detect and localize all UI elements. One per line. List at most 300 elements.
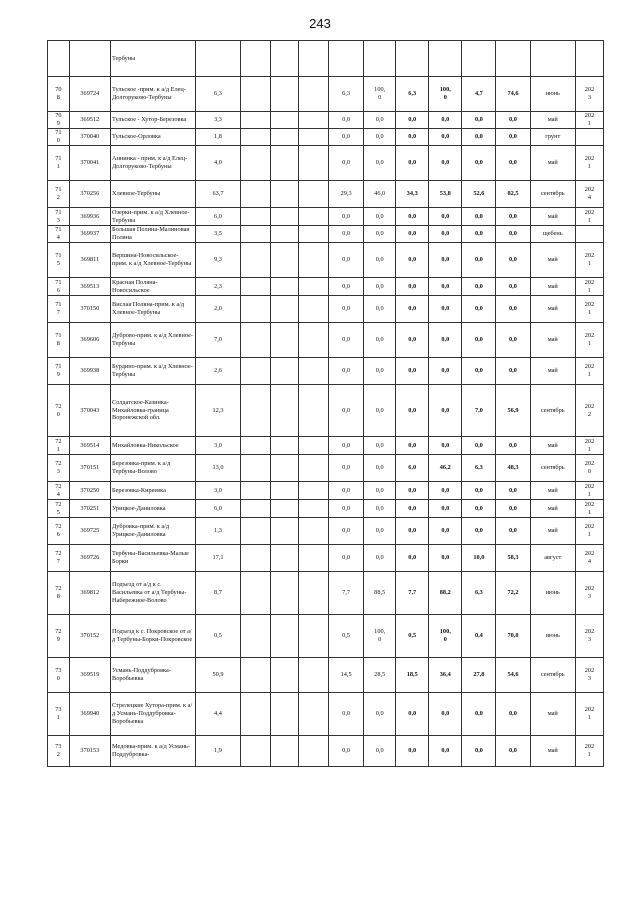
cell-col-9: 82,5 [496, 181, 530, 208]
cell-col-9: 0,0 [496, 482, 530, 500]
cell-col-4: 0,0 [329, 693, 364, 736]
cell-col-2 [271, 243, 299, 278]
cell-col-2 [271, 181, 299, 208]
cell-total-length: 6,3 [195, 77, 240, 112]
cell-row-number: 71 9 [48, 358, 70, 385]
table-row [48, 482, 604, 500]
cell-col-4: 0,0 [329, 455, 364, 482]
cell-month: сентябрь [530, 455, 575, 482]
cell-col-3 [299, 572, 329, 615]
cell-col-2 [271, 455, 299, 482]
cell-col-2 [271, 482, 299, 500]
cell-total-length: 1,9 [195, 736, 240, 767]
cell-road-id: 369514 [69, 437, 110, 455]
cell-col-7: 0,0 [429, 208, 462, 226]
cell-col-9: 58,3 [496, 545, 530, 572]
cell-col-6: 0,0 [396, 736, 429, 767]
cell-col-4: 0,0 [329, 226, 364, 243]
cell-total-length: 4,0 [195, 146, 240, 181]
cell-col-1 [241, 482, 271, 500]
cell-col-1 [241, 278, 271, 296]
cell-year: 202 1 [575, 736, 603, 767]
cell-col-2 [271, 112, 299, 129]
cell-col-6 [396, 41, 429, 77]
cell-road-name: Вершина-Новосильское-прим. к а/д Хлевное-Тербуны [111, 243, 196, 278]
cell-year: 202 1 [575, 296, 603, 323]
cell-row-number: 70 8 [48, 77, 70, 112]
cell-month: май [530, 437, 575, 455]
cell-road-id: 370152 [69, 615, 110, 658]
cell-road-name: Березовка-Киреевка [111, 482, 196, 500]
cell-col-5: 100, 0 [364, 615, 396, 658]
cell-road-name: Тульское -прим. к а/д Елец-Долгоруково-Тербуны [111, 77, 196, 112]
cell-month: май [530, 482, 575, 500]
cell-col-6: 18,5 [396, 658, 429, 693]
cell-col-3 [299, 146, 329, 181]
cell-col-4: 0,0 [329, 146, 364, 181]
cell-col-1 [241, 500, 271, 518]
cell-col-8: 0,0 [462, 146, 496, 181]
cell-col-9: 74,6 [496, 77, 530, 112]
cell-total-length: 50,9 [195, 658, 240, 693]
cell-row-number: 71 2 [48, 181, 70, 208]
cell-col-5: 0,0 [364, 437, 396, 455]
cell-col-7: 100, 0 [429, 77, 462, 112]
cell-col-4 [329, 41, 364, 77]
cell-col-2 [271, 146, 299, 181]
cell-road-name: Красная Поляна-Новосильское [111, 278, 196, 296]
cell-road-id: 370153 [69, 736, 110, 767]
cell-col-3 [299, 437, 329, 455]
cell-road-name: Усмань-Поддубровка-Воробьевка [111, 658, 196, 693]
cell-col-4: 0,0 [329, 500, 364, 518]
cell-col-9: 0,0 [496, 693, 530, 736]
cell-road-id: 370150 [69, 296, 110, 323]
cell-col-9: 56,9 [496, 385, 530, 437]
cell-col-7: 100, 0 [429, 615, 462, 658]
cell-col-6: 0,0 [396, 500, 429, 518]
cell-month: август [530, 545, 575, 572]
cell-total-length: 1,3 [195, 518, 240, 545]
cell-col-9: 0,0 [496, 243, 530, 278]
cell-col-1 [241, 358, 271, 385]
cell-col-8: 0,0 [462, 482, 496, 500]
cell-year: 202 1 [575, 437, 603, 455]
cell-total-length: 6,0 [195, 500, 240, 518]
cell-col-4: 0,0 [329, 545, 364, 572]
cell-row-number: 72 3 [48, 455, 70, 482]
cell-total-length: 3,5 [195, 226, 240, 243]
cell-col-8: 0,4 [462, 615, 496, 658]
cell-col-4: 14,5 [329, 658, 364, 693]
cell-month: сентябрь [530, 658, 575, 693]
cell-total-length: 3,0 [195, 482, 240, 500]
cell-col-7 [429, 41, 462, 77]
cell-col-3 [299, 693, 329, 736]
cell-row-number: 71 7 [48, 296, 70, 323]
cell-row-number: 72 0 [48, 385, 70, 437]
cell-col-7: 36,4 [429, 658, 462, 693]
cell-col-9: 54,6 [496, 658, 530, 693]
cell-col-4: 0,0 [329, 243, 364, 278]
cell-col-7: 53,8 [429, 181, 462, 208]
cell-col-8: 0,0 [462, 278, 496, 296]
cell-road-name: Подъезд от а/д к с. Васильевка от а/д Тербуны-Набережное-Волово [111, 572, 196, 615]
cell-col-6: 0,0 [396, 693, 429, 736]
cell-col-8: 0,0 [462, 208, 496, 226]
cell-month: май [530, 518, 575, 545]
cell-year: 202 2 [575, 385, 603, 437]
cell-col-2 [271, 572, 299, 615]
cell-row-number: 72 1 [48, 437, 70, 455]
cell-col-7: 0,0 [429, 226, 462, 243]
cell-col-7: 0,0 [429, 112, 462, 129]
cell-col-5: 0,0 [364, 500, 396, 518]
cell-road-name: Тербуны [111, 41, 196, 77]
cell-total-length: 2,6 [195, 358, 240, 385]
cell-road-id: 369938 [69, 358, 110, 385]
cell-col-6: 0,0 [396, 208, 429, 226]
cell-month: щебень [530, 226, 575, 243]
cell-col-2 [271, 518, 299, 545]
cell-month [530, 41, 575, 77]
cell-col-4: 0,0 [329, 129, 364, 146]
cell-month: июнь [530, 615, 575, 658]
cell-col-6: 7,7 [396, 572, 429, 615]
cell-road-name: Березовка-прим. к а/д Тербуны-Волово [111, 455, 196, 482]
cell-col-3 [299, 77, 329, 112]
table-row [48, 500, 604, 518]
cell-total-length [195, 41, 240, 77]
cell-col-9: 0,0 [496, 296, 530, 323]
cell-col-6: 0,0 [396, 129, 429, 146]
cell-col-7: 0,0 [429, 358, 462, 385]
cell-col-6: 0,0 [396, 518, 429, 545]
cell-col-9: 70,0 [496, 615, 530, 658]
table-row [48, 129, 604, 146]
cell-col-5: 0,0 [364, 358, 396, 385]
cell-road-id: 370041 [69, 146, 110, 181]
cell-road-id: 369811 [69, 243, 110, 278]
cell-col-2 [271, 41, 299, 77]
cell-col-4: 0,0 [329, 482, 364, 500]
cell-total-length: 1,8 [195, 129, 240, 146]
cell-road-id: 369812 [69, 572, 110, 615]
cell-road-name: Тульское-Орловка [111, 129, 196, 146]
cell-col-7: 0,0 [429, 323, 462, 358]
cell-col-5: 100, 0 [364, 77, 396, 112]
cell-col-4: 0,0 [329, 736, 364, 767]
cell-road-name: Подъезд к с. Покровское от а/д Тербуны-Борки-Покровское [111, 615, 196, 658]
cell-col-8: 0,0 [462, 243, 496, 278]
cell-col-9: 0,0 [496, 323, 530, 358]
cell-year: 202 0 [575, 455, 603, 482]
cell-col-3 [299, 323, 329, 358]
cell-road-id: 370250 [69, 482, 110, 500]
cell-row-number: 72 8 [48, 572, 70, 615]
cell-col-6: 0,0 [396, 296, 429, 323]
cell-col-5: 88,5 [364, 572, 396, 615]
table-row [48, 208, 604, 226]
cell-road-id: 370256 [69, 181, 110, 208]
cell-road-id: 369726 [69, 545, 110, 572]
cell-col-4: 6,3 [329, 77, 364, 112]
cell-road-id: 369512 [69, 112, 110, 129]
cell-col-6: 6,3 [396, 77, 429, 112]
table-row [48, 323, 604, 358]
cell-col-3 [299, 243, 329, 278]
cell-col-8: 6,3 [462, 455, 496, 482]
cell-col-5: 28,5 [364, 658, 396, 693]
cell-col-5: 0,0 [364, 455, 396, 482]
cell-row-number: 71 4 [48, 226, 70, 243]
cell-col-1 [241, 455, 271, 482]
cell-col-8: 0,0 [462, 129, 496, 146]
cell-month: май [530, 358, 575, 385]
table-row [48, 455, 604, 482]
cell-col-8: 0,0 [462, 358, 496, 385]
cell-total-length: 7,0 [195, 323, 240, 358]
cell-col-9: 0,0 [496, 437, 530, 455]
cell-row-number: 71 8 [48, 323, 70, 358]
cell-col-5: 0,0 [364, 296, 396, 323]
cell-col-1 [241, 146, 271, 181]
cell-year: 202 1 [575, 243, 603, 278]
cell-road-id: 369937 [69, 226, 110, 243]
cell-col-4: 0,0 [329, 518, 364, 545]
cell-year: 202 4 [575, 545, 603, 572]
cell-col-1 [241, 736, 271, 767]
cell-road-name: Солдатское-Казинка-Михайловка-граница Воронежской обл. [111, 385, 196, 437]
cell-col-5: 0,0 [364, 323, 396, 358]
cell-road-name: Урицкое-Даниловка [111, 500, 196, 518]
table-row [48, 41, 604, 77]
cell-road-name: Хлевное-Тербуны [111, 181, 196, 208]
cell-total-length: 8,7 [195, 572, 240, 615]
cell-col-9: 0,0 [496, 208, 530, 226]
cell-col-1 [241, 658, 271, 693]
cell-col-6: 0,0 [396, 482, 429, 500]
cell-col-9: 0,0 [496, 500, 530, 518]
cell-total-length: 2,3 [195, 278, 240, 296]
cell-col-7: 0,0 [429, 243, 462, 278]
cell-row-number [48, 41, 70, 77]
cell-col-6: 0,0 [396, 545, 429, 572]
cell-year: 202 4 [575, 181, 603, 208]
table-row [48, 243, 604, 278]
cell-month: июнь [530, 572, 575, 615]
cell-month: грунт [530, 129, 575, 146]
cell-month: май [530, 693, 575, 736]
cell-year [575, 226, 603, 243]
cell-col-8: 0,0 [462, 736, 496, 767]
cell-col-9: 0,0 [496, 226, 530, 243]
cell-total-length: 3,3 [195, 112, 240, 129]
table-row [48, 615, 604, 658]
cell-road-name: Тульское - Хутор-Березовка [111, 112, 196, 129]
cell-col-7: 0,0 [429, 437, 462, 455]
cell-col-8: 6,3 [462, 572, 496, 615]
cell-total-length: 9,3 [195, 243, 240, 278]
cell-col-7: 0,0 [429, 385, 462, 437]
cell-col-5: 0,0 [364, 518, 396, 545]
cell-col-6: 34,3 [396, 181, 429, 208]
cell-col-2 [271, 658, 299, 693]
cell-col-2 [271, 77, 299, 112]
cell-month: май [530, 323, 575, 358]
cell-col-5: 0,0 [364, 385, 396, 437]
cell-col-3 [299, 736, 329, 767]
cell-row-number: 73 1 [48, 693, 70, 736]
cell-col-2 [271, 736, 299, 767]
roads-table [47, 40, 604, 767]
cell-col-3 [299, 41, 329, 77]
cell-col-8 [462, 41, 496, 77]
cell-col-8: 0,0 [462, 693, 496, 736]
cell-col-1 [241, 129, 271, 146]
cell-col-2 [271, 323, 299, 358]
cell-year: 202 1 [575, 500, 603, 518]
cell-month: май [530, 500, 575, 518]
cell-col-9: 0,0 [496, 736, 530, 767]
cell-col-7: 46,2 [429, 455, 462, 482]
cell-col-1 [241, 693, 271, 736]
cell-col-8: 0,0 [462, 112, 496, 129]
cell-year: 202 3 [575, 615, 603, 658]
cell-col-7: 0,0 [429, 545, 462, 572]
cell-col-3 [299, 358, 329, 385]
cell-col-3 [299, 500, 329, 518]
cell-col-4: 0,0 [329, 323, 364, 358]
cell-col-5: 0,0 [364, 736, 396, 767]
cell-total-length: 4,4 [195, 693, 240, 736]
cell-col-9: 0,0 [496, 518, 530, 545]
cell-col-1 [241, 572, 271, 615]
cell-year: 202 1 [575, 323, 603, 358]
cell-col-7: 88,2 [429, 572, 462, 615]
cell-col-1 [241, 243, 271, 278]
cell-col-7: 0,0 [429, 278, 462, 296]
cell-col-5: 0,0 [364, 482, 396, 500]
cell-col-1 [241, 545, 271, 572]
cell-col-4: 0,0 [329, 437, 364, 455]
cell-road-id: 369513 [69, 278, 110, 296]
cell-road-name: Тербуны-Васильевка-Малые Борки [111, 545, 196, 572]
cell-col-4: 0,0 [329, 278, 364, 296]
table-row [48, 572, 604, 615]
cell-col-2 [271, 358, 299, 385]
cell-total-length: 63,7 [195, 181, 240, 208]
cell-road-id: 369724 [69, 77, 110, 112]
cell-col-7: 0,0 [429, 693, 462, 736]
cell-col-5: 0,0 [364, 278, 396, 296]
cell-road-name: Вислая Поляна-прим. к а/д Хлевное-Тербуны [111, 296, 196, 323]
cell-col-6: 0,0 [396, 243, 429, 278]
cell-total-length: 3,0 [195, 437, 240, 455]
cell-row-number: 71 1 [48, 146, 70, 181]
cell-col-3 [299, 615, 329, 658]
cell-col-5: 0,0 [364, 129, 396, 146]
cell-col-1 [241, 208, 271, 226]
cell-road-id: 370043 [69, 385, 110, 437]
cell-col-2 [271, 296, 299, 323]
cell-row-number: 73 2 [48, 736, 70, 767]
page-number: 243 [309, 16, 331, 31]
cell-col-1 [241, 615, 271, 658]
cell-col-5 [364, 41, 396, 77]
cell-year: 202 1 [575, 146, 603, 181]
cell-col-2 [271, 693, 299, 736]
cell-road-name: Стрелецкие Хутора-прим. к а/д Усмань-Поддубровка-Воробьевка [111, 693, 196, 736]
cell-col-6: 0,0 [396, 437, 429, 455]
cell-col-3 [299, 658, 329, 693]
cell-road-id: 369936 [69, 208, 110, 226]
cell-col-3 [299, 226, 329, 243]
cell-col-6: 0,5 [396, 615, 429, 658]
table-row [48, 385, 604, 437]
cell-col-1 [241, 112, 271, 129]
cell-col-1 [241, 41, 271, 77]
cell-col-2 [271, 208, 299, 226]
cell-road-name: Аннинка - прим. к а/д Елец-Долгоруково-Тербуны [111, 146, 196, 181]
cell-col-4: 7,7 [329, 572, 364, 615]
table-row [48, 518, 604, 545]
table-row [48, 658, 604, 693]
cell-row-number: 71 6 [48, 278, 70, 296]
cell-year: 202 1 [575, 482, 603, 500]
cell-col-1 [241, 385, 271, 437]
cell-year: 202 1 [575, 208, 603, 226]
cell-road-name: Дубровка-прим. к а/д Урицкое-Даниловка [111, 518, 196, 545]
cell-month: май [530, 112, 575, 129]
cell-year [575, 129, 603, 146]
cell-total-length: 6,0 [195, 208, 240, 226]
cell-total-length: 12,3 [195, 385, 240, 437]
cell-col-4: 0,5 [329, 615, 364, 658]
table-row [48, 278, 604, 296]
cell-col-8: 27,8 [462, 658, 496, 693]
cell-col-4: 29,3 [329, 181, 364, 208]
cell-road-id: 369519 [69, 658, 110, 693]
cell-col-2 [271, 226, 299, 243]
cell-col-2 [271, 615, 299, 658]
cell-col-5: 0,0 [364, 146, 396, 181]
cell-year: 202 3 [575, 572, 603, 615]
table-row [48, 226, 604, 243]
cell-col-8: 0,0 [462, 437, 496, 455]
cell-road-id: 370251 [69, 500, 110, 518]
table-row [48, 437, 604, 455]
cell-row-number: 72 4 [48, 482, 70, 500]
cell-col-8: 52,6 [462, 181, 496, 208]
cell-row-number: 71 3 [48, 208, 70, 226]
cell-row-number: 71 0 [48, 129, 70, 146]
table-row [48, 146, 604, 181]
cell-row-number: 72 6 [48, 518, 70, 545]
cell-col-7: 0,0 [429, 736, 462, 767]
cell-col-5: 0,0 [364, 693, 396, 736]
table-row [48, 693, 604, 736]
cell-year: 202 1 [575, 278, 603, 296]
cell-col-3 [299, 545, 329, 572]
cell-row-number: 71 5 [48, 243, 70, 278]
cell-col-4: 0,0 [329, 112, 364, 129]
cell-col-2 [271, 385, 299, 437]
table-row [48, 358, 604, 385]
cell-month: май [530, 208, 575, 226]
cell-col-5: 0,0 [364, 545, 396, 572]
cell-row-number: 72 5 [48, 500, 70, 518]
